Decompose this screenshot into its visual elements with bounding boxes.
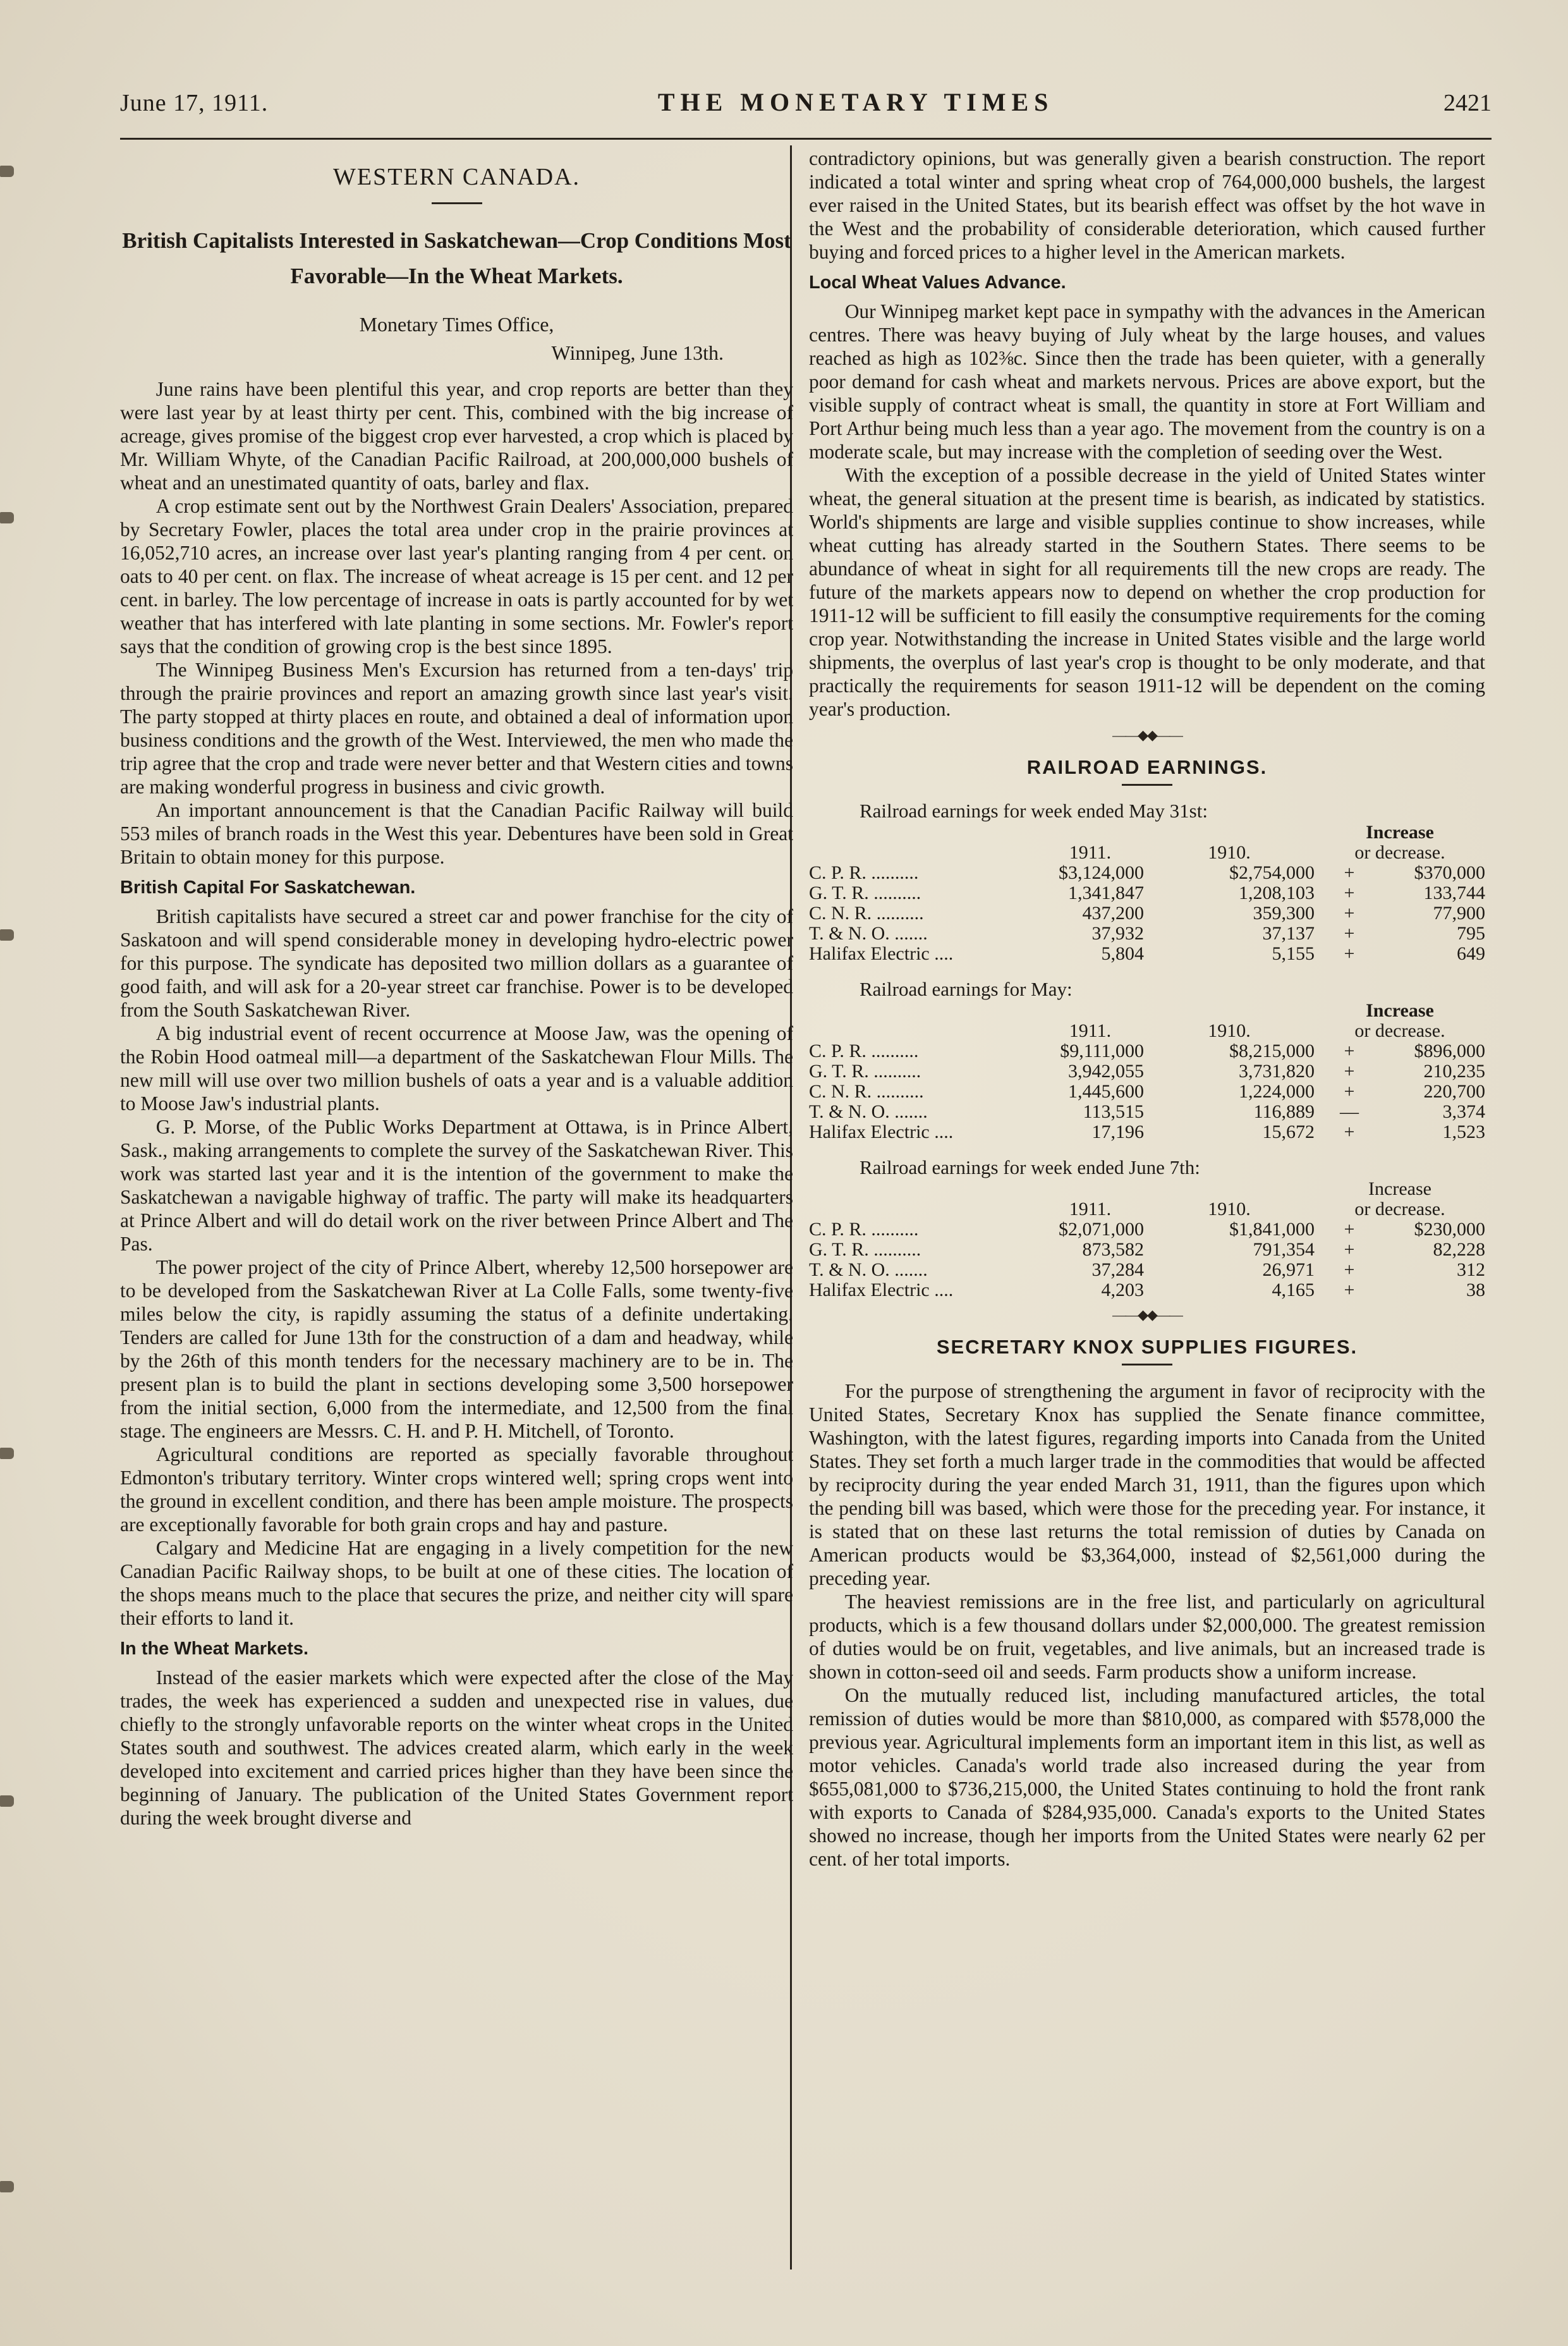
change-cell bbox=[1315, 944, 1485, 964]
article-subtitle: British Capitalists Interested in Saskatchewan—Crop Conditions Most Favorable—In the Wheat Markets. bbox=[122, 228, 791, 288]
earnings-1911: 37,284 bbox=[1091, 1259, 1144, 1280]
earnings-1910: $1,841,000 bbox=[1229, 1219, 1315, 1240]
increase-header: Increase bbox=[1366, 1000, 1434, 1021]
knox-title: SECRETARY KNOX SUPPLIES FIGURES. bbox=[936, 1336, 1358, 1358]
earnings-1911: $3,124,000 bbox=[1059, 862, 1144, 883]
table-row bbox=[809, 883, 1485, 903]
earnings-1911: 4,203 bbox=[1101, 1280, 1144, 1300]
year-1910-header: 1910. bbox=[1208, 1020, 1251, 1041]
table-row bbox=[809, 1102, 1485, 1122]
section-ornament: ——◆◆—— bbox=[1112, 1307, 1182, 1323]
binding-mark bbox=[0, 166, 14, 177]
binding-mark bbox=[0, 2181, 14, 2192]
table-row bbox=[809, 944, 1485, 964]
earnings-1910: 26,971 bbox=[1262, 1259, 1315, 1280]
earnings-table bbox=[809, 822, 1485, 964]
change-sign: + bbox=[1344, 1081, 1355, 1102]
paragraph: G. P. Morse, of the Public Works Department at Ottawa, is in Prince Albert, Sask., making arrangements to complete the survey of the Saskatchewan River. This work was started last year and it is the intention of the government to make the Saskatchewan a navigable highway of traffic. The party will make its headquarters at Prince Albert and will do detail work on the river between Prince Albert and The Pas. bbox=[120, 1116, 793, 1255]
spacer-cell bbox=[809, 1179, 1036, 1199]
change-value: $230,000 bbox=[1414, 1219, 1485, 1240]
binding-mark bbox=[0, 929, 14, 941]
change-sign: + bbox=[1344, 1061, 1355, 1082]
year-1910-header: 1910. bbox=[1208, 1199, 1251, 1219]
railroad-name: C. P. R. .......... bbox=[809, 1219, 919, 1240]
railroad-name: G. T. R. .......... bbox=[809, 883, 921, 903]
earnings-1911: $2,071,000 bbox=[1059, 1219, 1144, 1240]
table-header-row bbox=[809, 1179, 1485, 1199]
earnings-table-caption: Railroad earnings for May: bbox=[860, 978, 1073, 1000]
earnings-1910: 5,155 bbox=[1272, 943, 1315, 964]
dateline-office: Monetary Times Office, bbox=[359, 313, 554, 336]
earnings-1911: 873,582 bbox=[1082, 1239, 1144, 1260]
railroad-name: Halifax Electric .... bbox=[809, 943, 954, 964]
change-sign: + bbox=[1344, 1121, 1355, 1142]
change-cell bbox=[1315, 883, 1485, 903]
change-value: 133,744 bbox=[1423, 883, 1485, 903]
change-cell bbox=[1315, 1260, 1485, 1280]
change-cell bbox=[1315, 1240, 1485, 1260]
masthead: THE MONETARY TIMES bbox=[657, 88, 1054, 116]
section-heading: In the Wheat Markets. bbox=[120, 1639, 309, 1659]
paragraph: June rains have been plentiful this year, and crop reports are better than they were last year by at least thirty per cent. This, combined with the big increase of acreage, gives promise of the biggest crop ever harvested, a crop which is placed by Mr. William Whyte, of the Canadian Pacific Railroad, at 200,000,000 bushels of wheat and an unestimated quantity of oats, barley and flax. bbox=[120, 378, 793, 494]
railroad-name: G. T. R. .......... bbox=[809, 1239, 921, 1260]
earnings-table-caption: Railroad earnings for week ended May 31st: bbox=[860, 800, 1208, 822]
table-header-row bbox=[809, 822, 1485, 843]
paragraph: A big industrial event of recent occurrence at Moose Jaw, was the opening of the Robin Hood oatmeal mill—a department of the Saskatchewan Flour Mills. The new mill will use over two million bushels of oats a year and is a valuable addition to Moose Jaw's industrial plants. bbox=[120, 1022, 793, 1115]
change-cell bbox=[1315, 863, 1485, 883]
railroad-name: C. P. R. .......... bbox=[809, 1041, 919, 1061]
year-1911-header: 1911. bbox=[1069, 1020, 1112, 1041]
increase-header: Increase bbox=[1368, 1178, 1431, 1199]
railroad-name: Halifax Electric .... bbox=[809, 1280, 954, 1300]
section-heading: British Capital For Saskatchewan. bbox=[120, 877, 416, 898]
spacer-cell bbox=[1036, 822, 1144, 843]
table-row bbox=[809, 1280, 1485, 1300]
earnings-1910: 37,137 bbox=[1262, 923, 1315, 944]
title-rule bbox=[432, 202, 482, 204]
binding-mark bbox=[0, 512, 14, 523]
table-row bbox=[809, 1122, 1485, 1142]
change-sign: + bbox=[1344, 1239, 1355, 1260]
spacer-cell bbox=[1144, 822, 1315, 843]
change-cell bbox=[1315, 1061, 1485, 1082]
change-cell bbox=[1315, 1122, 1485, 1142]
earnings-1911: 5,804 bbox=[1101, 943, 1144, 964]
binding-mark bbox=[0, 1795, 14, 1807]
title-rule bbox=[1122, 784, 1172, 786]
year-1910-header: 1910. bbox=[1208, 842, 1251, 863]
table-row bbox=[809, 903, 1485, 924]
earnings-1911: $9,111,000 bbox=[1060, 1041, 1144, 1061]
page-header bbox=[120, 87, 1492, 131]
change-value: 312 bbox=[1457, 1259, 1485, 1280]
table-row bbox=[809, 924, 1485, 944]
table-row bbox=[809, 863, 1485, 883]
binding-mark bbox=[0, 1448, 14, 1459]
decrease-header: or decrease. bbox=[1354, 842, 1445, 863]
left-column bbox=[120, 147, 793, 1830]
railroad-name: T. & N. O. ....... bbox=[809, 1259, 928, 1280]
table-row bbox=[809, 1082, 1485, 1102]
table-header-row bbox=[809, 1001, 1485, 1021]
earnings-1910: 3,731,820 bbox=[1239, 1061, 1315, 1082]
change-sign: + bbox=[1344, 1280, 1355, 1300]
paragraph: The heaviest remissions are in the free list, and particularly on agricultural products, which is a few thousand dollars under $2,000,000. The greatest remission of duties would be on fruit, vegetables, and live animals, but an increased trade is shown in cotton-seed oil and seeds. Farm products show a uniform increase. bbox=[809, 1591, 1485, 1683]
railroad-earnings-title: RAILROAD EARNINGS. bbox=[1026, 756, 1268, 778]
dateline-place: Winnipeg, June 13th. bbox=[551, 341, 724, 364]
year-1911-header: 1911. bbox=[1069, 842, 1112, 863]
spacer-cell bbox=[1144, 1179, 1315, 1199]
railroad-name: C. N. R. .......... bbox=[809, 903, 924, 924]
earnings-1910: 1,208,103 bbox=[1239, 883, 1315, 903]
change-value: 77,900 bbox=[1433, 903, 1485, 924]
paragraph: Our Winnipeg market kept pace in sympathy with the advances in the American centres. There was heavy buying of July wheat by the large houses, and values reached as high as 102⅜c. Since then the trade has been quieter, with a generally poor demand for cash wheat and markets nervous. Prices are above export, but the visible supply of contract wheat is small, the quantity in store at Fort William and Port Arthur being much less than a year ago. The movement from the country is on a moderate scale, but may increase with the completion of seeding over the West. bbox=[809, 300, 1485, 463]
header-rule bbox=[120, 138, 1492, 140]
change-value: $370,000 bbox=[1414, 862, 1485, 883]
change-cell bbox=[1315, 1219, 1485, 1240]
page-number: 2421 bbox=[1443, 90, 1492, 116]
change-cell bbox=[1315, 1082, 1485, 1102]
earnings-1910: 15,672 bbox=[1262, 1121, 1315, 1142]
decrease-header: or decrease. bbox=[1354, 1020, 1445, 1041]
change-value: 3,374 bbox=[1442, 1101, 1485, 1122]
change-cell bbox=[1315, 924, 1485, 944]
railroad-name: T. & N. O. ....... bbox=[809, 1101, 928, 1122]
change-value: $896,000 bbox=[1414, 1041, 1485, 1061]
spacer-cell bbox=[809, 843, 1036, 863]
change-sign: + bbox=[1344, 903, 1355, 924]
spacer-cell bbox=[1036, 1179, 1144, 1199]
earnings-1910: 791,354 bbox=[1253, 1239, 1315, 1260]
change-value: 82,228 bbox=[1433, 1239, 1485, 1260]
paragraph: A crop estimate sent out by the Northwest Grain Dealers' Association, prepared by Secretary Fowler, places the total area under crop in the prairie provinces at 16,052,710 acres, an increase over last year's planting ranging from 4 per cent. on oats to 40 per cent. on flax. The increase of wheat acreage is 15 per cent. and 12 per cent. in barley. The low percentage of increase in oats is partly accounted for by wet weather that has interfered with late planting in some sections. Mr. Fowler's report says that the condition of growing crop is the best since 1895. bbox=[120, 495, 793, 657]
earnings-table bbox=[809, 1179, 1485, 1300]
earnings-1910: $8,215,000 bbox=[1229, 1041, 1315, 1061]
earnings-table bbox=[809, 1001, 1485, 1142]
paragraph: Calgary and Medicine Hat are engaging in a lively competition for the new Canadian Pacific Railway shops, to be built at one of these cities. The location of the shops means much to the place that secures the prize, and neither city will spare their efforts to land it. bbox=[120, 1537, 793, 1629]
table-header-row bbox=[809, 1199, 1485, 1219]
change-sign: + bbox=[1344, 862, 1355, 883]
railroad-name: C. P. R. .......... bbox=[809, 862, 919, 883]
earnings-1911: 437,200 bbox=[1082, 903, 1144, 924]
railroad-name: G. T. R. .......... bbox=[809, 1061, 921, 1082]
title-rule bbox=[1122, 1364, 1172, 1365]
article-title: WESTERN CANADA. bbox=[333, 164, 580, 190]
earnings-1911: 1,445,600 bbox=[1068, 1081, 1144, 1102]
year-1911-header: 1911. bbox=[1069, 1199, 1112, 1219]
right-column bbox=[809, 147, 1485, 1871]
railroad-name: T. & N. O. ....... bbox=[809, 923, 928, 944]
change-sign: + bbox=[1344, 1259, 1355, 1280]
earnings-1911: 17,196 bbox=[1091, 1121, 1144, 1142]
paragraph: The power project of the city of Prince Albert, whereby 12,500 horsepower are to be developed from the Saskatchewan River at La Colle Falls, some twenty-five miles below the city, is rapidly assuming the status of a definite undertaking. Tenders are called for June 13th for the construction of a dam and headway, while by the 26th of this month tenders for the necessary machinery are to be in. The present plan is to build the plant in sections developing some 3,500 horsepower from the initial section, 6,000 from the intermediate, and 12,500 from the final stage. The engineers are Messrs. C. H. and P. H. Mitchell, of Toronto. bbox=[120, 1256, 793, 1442]
change-cell bbox=[1315, 903, 1485, 924]
change-value: 210,235 bbox=[1423, 1061, 1485, 1082]
change-cell bbox=[1315, 1102, 1485, 1122]
table-row bbox=[809, 1260, 1485, 1280]
section-heading: Local Wheat Values Advance. bbox=[809, 272, 1066, 293]
spacer-cell bbox=[809, 822, 1036, 843]
spacer-cell bbox=[1036, 1001, 1144, 1021]
spacer-cell bbox=[809, 1001, 1036, 1021]
section-ornament: ——◆◆—— bbox=[1112, 727, 1182, 743]
paragraph: An important announcement is that the Canadian Pacific Railway will build 553 miles of branch roads in the West this year. Debentures have been sold in Great Britain to obtain money for this purpose. bbox=[120, 799, 793, 868]
paragraph: With the exception of a possible decrease in the yield of United States winter wheat, the general situation at the present time is bearish, as indicated by statistics. World's shipments are large and visible supplies continue to show increases, while wheat cutting has already started in the Southern States. There seems to be abundance of wheat in sight for all requirements till the new crops are ready. The future of the markets appears now to depend on whether the crop production for 1911-12 will be sufficient to fill easily the consumptive requirements for the coming crop year. Notwithstanding the increase in United States visible and the large world shipments, the overplus of last year's crop is thought to be only moderate, and that practically the requirements for season 1911-12 will be dependent on the coming year's production. bbox=[809, 464, 1485, 720]
change-value: 38 bbox=[1466, 1280, 1485, 1300]
change-value: 649 bbox=[1457, 943, 1485, 964]
change-cell bbox=[1315, 1280, 1485, 1300]
earnings-1910: 1,224,000 bbox=[1239, 1081, 1315, 1102]
change-sign: + bbox=[1344, 1041, 1355, 1061]
change-sign: + bbox=[1344, 1219, 1355, 1240]
change-value: 1,523 bbox=[1442, 1121, 1485, 1142]
paragraph: British capitalists have secured a street car and power franchise for the city of Saskatoon and will spend considerable money in developing hydro-electric power for this purpose. The syndicate has deposited two million dollars as a guarantee of good faith, and will ask for a 20-year street car franchise. Power is to be developed from the South Saskatchewan River. bbox=[120, 905, 793, 1021]
change-sign: — bbox=[1340, 1101, 1359, 1122]
table-header-row bbox=[809, 843, 1485, 863]
paragraph: Instead of the easier markets which were expected after the close of the May trades, the week has experienced a sudden and unexpected rise in values, due chiefly to the strongly unfavorable reports on the winter wheat crops in the United States south and southwest. The advices created alarm, which early in the week developed into excitement and carried prices higher than they have been since the beginning of January. The publication of the United States Government report during the week brought diverse and bbox=[120, 1666, 793, 1829]
earnings-1911: 113,515 bbox=[1083, 1101, 1144, 1122]
earnings-1910: 359,300 bbox=[1253, 903, 1315, 924]
paragraph: For the purpose of strengthening the argument in favor of reciprocity with the United States, Secretary Knox has supplied the Senate finance committee, Washington, with the latest figures, regarding imports into Canada from the United States. They set forth a much larger trade in the commodities that would be affected by reciprocity during the year ended March 31, 1911, than the figures upon which the pending bill was based, which were those for the preceding year. For instance, it is stated that on these last returns the total remission of duties by Canada on American products would be $3,364,000, instead of $2,561,000 during the preceding year. bbox=[809, 1380, 1485, 1589]
table-row bbox=[809, 1219, 1485, 1240]
change-cell bbox=[1315, 1041, 1485, 1061]
table-row bbox=[809, 1041, 1485, 1061]
change-sign: + bbox=[1344, 943, 1355, 964]
spacer-cell bbox=[809, 1021, 1036, 1041]
increase-header: Increase bbox=[1366, 822, 1434, 843]
table-row bbox=[809, 1240, 1485, 1260]
paragraph: Agricultural conditions are reported as specially favorable throughout Edmonton's tributary territory. Winter crops wintered well; spring crops went into the ground in excellent condition, and there has been ample moisture. The prospects are exceptionally favorable for both grain crops and hay and pasture. bbox=[120, 1443, 793, 1536]
railroad-name: Halifax Electric .... bbox=[809, 1121, 954, 1142]
earnings-1911: 3,942,055 bbox=[1068, 1061, 1144, 1082]
earnings-1910: $2,754,000 bbox=[1229, 862, 1315, 883]
earnings-1911: 1,341,847 bbox=[1068, 883, 1144, 903]
change-value: 220,700 bbox=[1423, 1081, 1485, 1102]
railroad-name: C. N. R. .......... bbox=[809, 1081, 924, 1102]
change-sign: + bbox=[1344, 923, 1355, 944]
earnings-1910: 4,165 bbox=[1272, 1280, 1315, 1300]
earnings-1910: 116,889 bbox=[1253, 1101, 1315, 1122]
earnings-table-caption: Railroad earnings for week ended June 7th: bbox=[860, 1156, 1200, 1178]
change-value: 795 bbox=[1457, 923, 1485, 944]
earnings-tables bbox=[809, 800, 1485, 1300]
earnings-1911: 37,932 bbox=[1091, 923, 1144, 944]
spacer-cell bbox=[1144, 1001, 1315, 1021]
decrease-header: or decrease. bbox=[1354, 1199, 1445, 1219]
paragraph: The Winnipeg Business Men's Excursion has returned from a ten-days' trip through the prairie provinces and report an amazing growth since last year's visit. The party stopped at thirty places en route, and obtained a deal of information upon business conditions and the growth of the West. Interviewed, the men who made the trip agree that the crop and trade were never better and that Western cities and towns are making wonderful progress in business and civic growth. bbox=[120, 659, 793, 798]
table-header-row bbox=[809, 1021, 1485, 1041]
change-sign: + bbox=[1344, 883, 1355, 903]
paragraph: On the mutually reduced list, including manufactured articles, the total remission of duties would be more than $810,000, as compared with $578,000 the previous year. Agricultural implements form an important item in this list, as well as motor vehicles. Canada's world trade also increased during the year from $655,081,000 to $736,215,000, the United States continuing to hold the front rank with exports to Canada of $284,935,000. Canada's exports to the United States showed no increase, though her imports from the United States were nearly 62 per cent. of her total imports. bbox=[809, 1684, 1485, 1870]
spacer-cell bbox=[809, 1199, 1036, 1219]
paragraph-continued: contradictory opinions, but was generally given a bearish construction. The report indicated a total winter and spring wheat crop of 764,000,000 bushels, the largest ever raised in the United States, but its bearish effect was offset by the hot wave in the West and the probability of considerable deterioration, which caused further buying and forced prices to a higher level in the American markets. bbox=[809, 147, 1485, 263]
issue-date: June 17, 1911. bbox=[120, 90, 269, 116]
table-row bbox=[809, 1061, 1485, 1082]
